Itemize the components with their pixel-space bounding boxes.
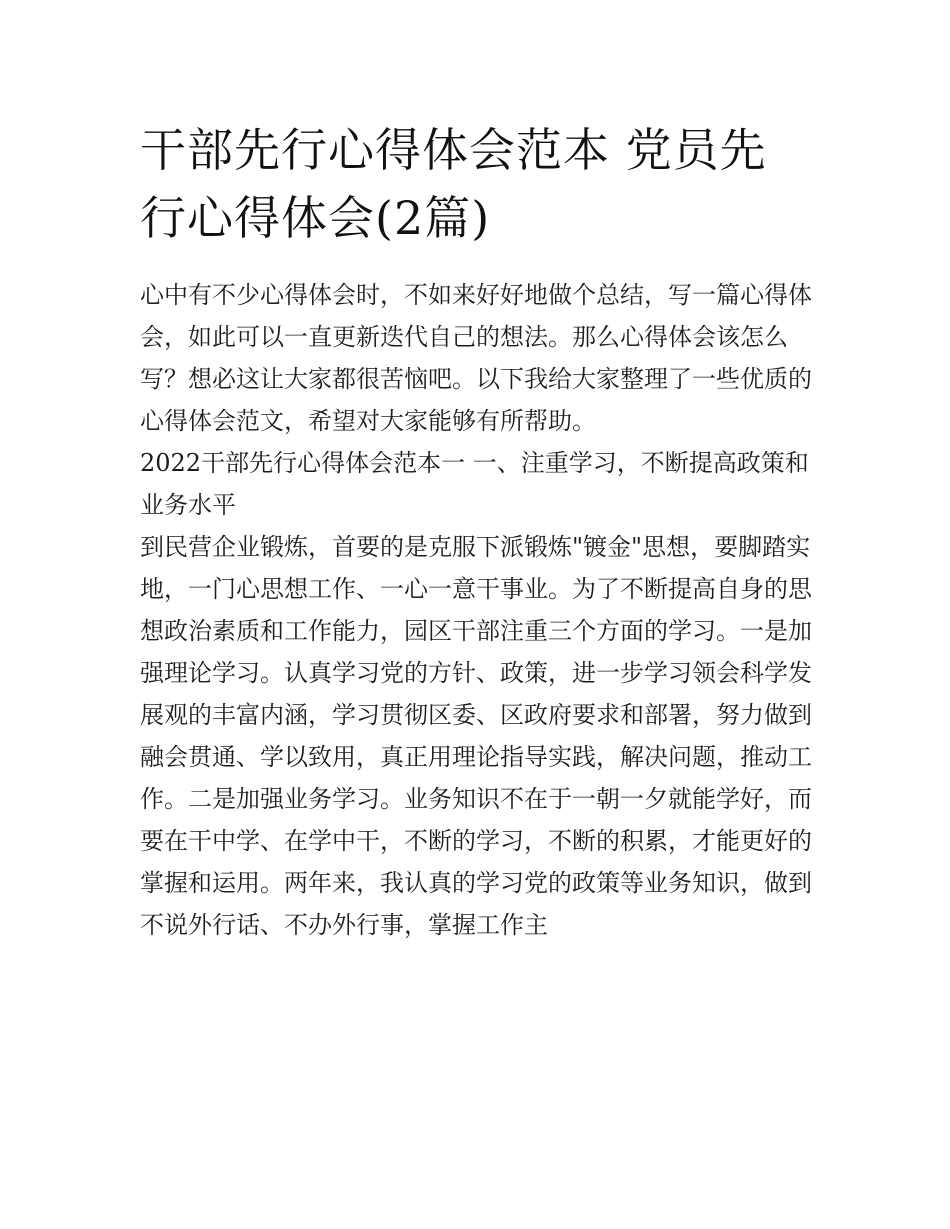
section-heading-paragraph: 2022干部先行心得体会范本一 一、注重学习，不断提高政策和业务水平 [140,449,809,519]
document-title: 干部先行心得体会范本 党员先行心得体会(2篇) [140,123,767,245]
body-paragraph: 到民营企业锻炼，首要的是克服下派锻炼"镀金"思想，要脚踏实地，一门心思想工作、一心一意干事业。为了不断提高自身的思想政治素质和工作能力，园区干部注重三个方面的学习。一是加强理论学习。认真学习党的方针、政策，进一步学习领会科学发展观的丰富内涵，学习贯彻区委、区政府要求和部署，努力做到融会贯通、学以致用，真正用理论指导实践，解决问题，推动工作。二是加强业务学习。业务知识不在于一朝一夕就能学好，而要在干中学、在学中干，不断的学习，不断的积累，才能更好的掌握和运用。两年来，我认真的学习党的政策等业务知识，做到不说外行话、不办外行事，掌握工作主 [140,533,812,939]
document-body [140,116,812,946]
intro-paragraph: 心中有不少心得体会时，不如来好好地做个总结，写一篇心得体会，如此可以一直更新迭代自己的想法。那么心得体会该怎么写？想必这让大家都很苦恼吧。以下我给大家整理了一些优质的心得体会范文，希望对大家能够有所帮助。 [140,281,812,435]
